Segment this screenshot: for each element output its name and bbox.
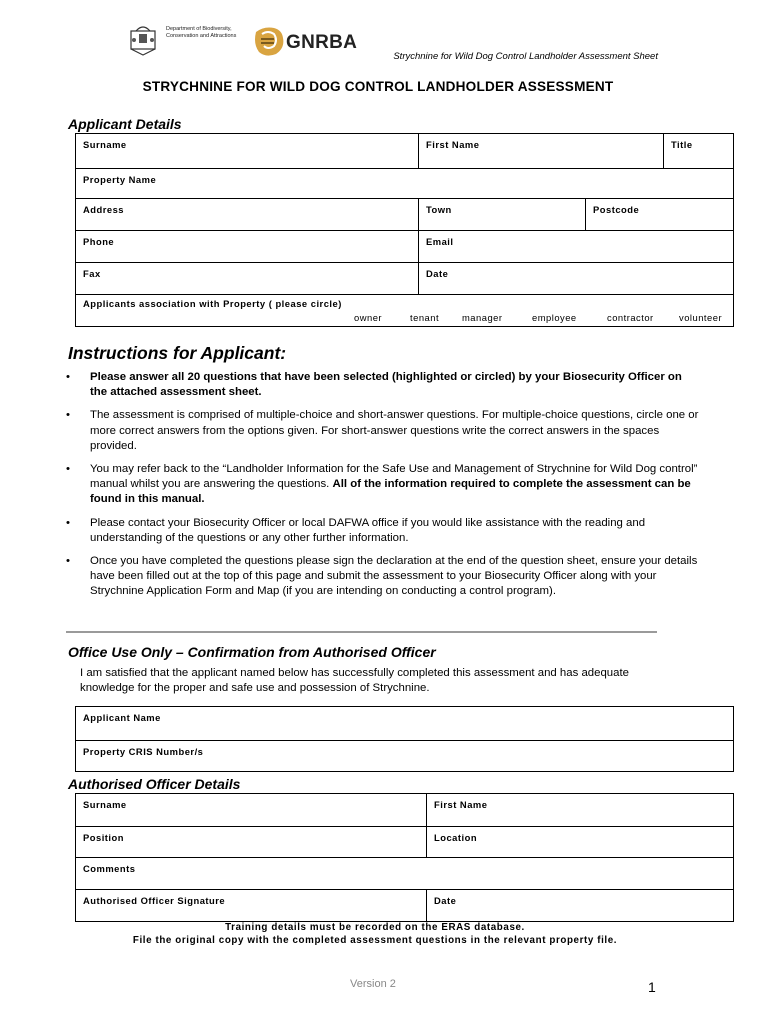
office-row-applicant [76, 707, 733, 740]
officer-location-field[interactable] [426, 827, 733, 857]
applicant-row-name [76, 134, 733, 168]
property-name-label: Property Name [83, 174, 157, 185]
applicant-title-label: Title [671, 139, 693, 150]
applicant-row-address [76, 198, 733, 230]
gnrba-logo [252, 24, 362, 60]
association-option-manager[interactable]: manager [462, 312, 503, 323]
association-field [76, 295, 733, 326]
applicant-details-form [75, 133, 734, 327]
instruction-text-emphasis: All of the information required to complete the assessment can be found in this manual. [90, 478, 691, 506]
version-label: Version 2 [350, 978, 396, 990]
officer-row-position [76, 826, 733, 857]
email-field[interactable] [418, 231, 733, 262]
footer-note-eras: Training details must be recorded on the ERAS database. [225, 922, 525, 933]
applicant-surname-label: Surname [83, 139, 127, 150]
instruction-text: Please contact your Biosecurity Officer or local DAFWA office if you would like assistance with the reading and understanding of the questions or any other further information. [90, 516, 646, 544]
address-field[interactable] [76, 199, 418, 230]
property-name-field[interactable] [76, 169, 733, 198]
instruction-item [62, 554, 702, 600]
town-label: Town [426, 204, 452, 215]
applicant-row-association [76, 294, 733, 326]
association-option-tenant[interactable]: tenant [410, 312, 440, 323]
instructions-heading: Instructions for Applicant: [68, 343, 287, 363]
officer-signature-field[interactable] [76, 890, 426, 921]
applicant-title-field[interactable] [663, 134, 733, 168]
bullet-icon: • [66, 409, 70, 422]
officer-comments-label: Comments [83, 863, 136, 874]
officer-first-name-label: First Name [434, 799, 488, 810]
officer-row-name [76, 794, 733, 826]
applicant-surname-field[interactable] [76, 134, 418, 168]
instruction-item [62, 462, 702, 508]
officer-comments-field[interactable] [76, 858, 733, 889]
applicant-row-phone [76, 230, 733, 262]
document-title: STRYCHNINE FOR WILD DOG CONTROL LANDHOLDER ASSESSMENT [142, 79, 614, 94]
association-option-owner[interactable]: owner [354, 312, 383, 323]
association-label: Applicants association with Property ( please circle) [83, 298, 342, 309]
phone-label: Phone [83, 236, 115, 247]
officer-details-heading: Authorised Officer Details [68, 776, 241, 792]
applicant-first-name-field[interactable] [418, 134, 663, 168]
town-field[interactable] [418, 199, 585, 230]
postcode-field[interactable] [585, 199, 733, 230]
officer-first-name-field[interactable] [426, 794, 733, 826]
office-statement: I am satisfied that the applicant named below has successfully completed this assessment and has adequate knowledge for the proper and safe use and possession of Strychnine. [80, 667, 629, 695]
applicant-row-property [76, 168, 733, 198]
office-use-heading: Office Use Only – Confirmation from Authorised Officer [68, 644, 436, 660]
applicant-first-name-label: First Name [426, 139, 480, 150]
property-cris-label: Property CRIS Number/s [83, 746, 204, 757]
instruction-text: You may refer back to the “Landholder Information for the Safe Use and Management of Strychnine for Wild Dog control” manual whilst you are answering the questions. [90, 463, 698, 491]
dbca-logo [128, 22, 246, 58]
officer-date-label: Date [434, 895, 457, 906]
instruction-text: Once you have completed the questions please sign the declaration at the end of the question sheet, ensure your details have been filled out at the top of this page and submit the assessment to your Biosecurity Officer along with your Strychnine Application Form and Map (if you are intending on conducting a control program). [90, 555, 698, 598]
bullet-icon: • [66, 516, 70, 529]
office-row-cris [76, 740, 733, 771]
office-use-form [75, 706, 734, 772]
property-cris-field[interactable] [76, 741, 733, 771]
officer-row-comments [76, 857, 733, 889]
instructions-list [62, 370, 702, 608]
officer-row-signature [76, 889, 733, 921]
phone-field[interactable] [76, 231, 418, 262]
dbca-logo-text: Department of Biodiversity, Conservation and Attractions [166, 26, 237, 39]
office-applicant-name-field[interactable] [76, 707, 733, 740]
fax-label: Fax [83, 268, 101, 279]
section-divider [66, 631, 657, 633]
officer-details-form [75, 793, 734, 922]
officer-location-label: Location [434, 832, 478, 843]
officer-signature-label: Authorised Officer Signature [83, 895, 226, 906]
association-option-volunteer[interactable]: volunteer [679, 312, 723, 323]
gnrba-mark-icon [252, 24, 286, 58]
wa-crest-icon [128, 22, 158, 56]
officer-surname-label: Surname [83, 799, 127, 810]
footer-note-file: File the original copy with the completed assessment questions in the relevant property file. [132, 935, 618, 946]
applicant-details-heading: Applicant Details [68, 116, 182, 132]
officer-date-field[interactable] [426, 890, 733, 921]
address-label: Address [83, 204, 125, 215]
bullet-icon: • [66, 555, 70, 568]
email-label: Email [426, 236, 454, 247]
instruction-item [62, 370, 702, 400]
instruction-item [62, 408, 702, 454]
instruction-text: The assessment is comprised of multiple-choice and short-answer questions. For multiple-choice questions, circle one or more correct answers from the options given. For short-answer questions write the correct answers in the spaces provided. [90, 409, 699, 452]
bullet-icon: • [66, 371, 70, 383]
header-reference: Strychnine for Wild Dog Control Landholder Assessment Sheet [393, 51, 658, 62]
postcode-label: Postcode [593, 204, 640, 215]
applicant-date-label: Date [426, 268, 449, 279]
page-number: 1 [648, 979, 656, 995]
association-option-employee[interactable]: employee [532, 312, 577, 323]
office-applicant-name-label: Applicant Name [83, 712, 161, 723]
applicant-date-field[interactable] [418, 263, 733, 294]
applicant-row-fax [76, 262, 733, 294]
instruction-text: Please answer all 20 questions that have been selected (highlighted or circled) by your Biosecurity Officer on the attached assessment sheet. [90, 371, 682, 399]
officer-position-label: Position [83, 832, 124, 843]
bullet-icon: • [66, 463, 70, 476]
instruction-item [62, 516, 702, 546]
association-option-contractor[interactable]: contractor [607, 312, 654, 323]
officer-surname-field[interactable] [76, 794, 426, 826]
officer-position-field[interactable] [76, 827, 426, 857]
gnrba-logo-text: GNRBA [286, 32, 358, 53]
fax-field[interactable] [76, 263, 418, 294]
